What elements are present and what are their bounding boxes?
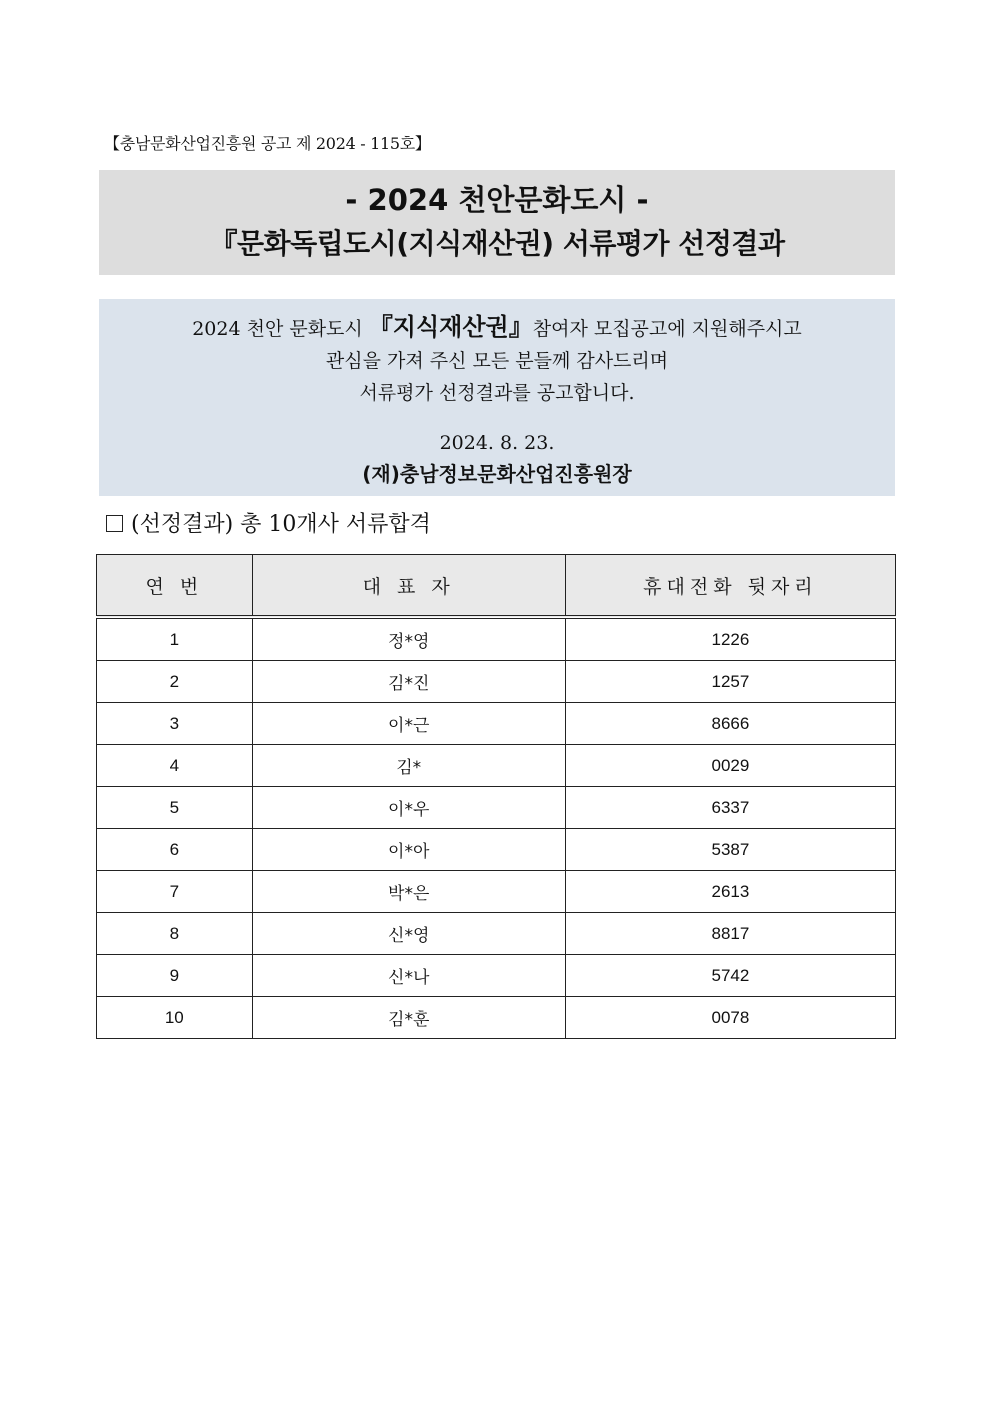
- page-title-line2: 『문화독립도시(지식재산권) 서류평가 선정결과: [209, 227, 785, 260]
- program-name: 『지식재산권』: [368, 313, 533, 341]
- table-row: [97, 745, 896, 787]
- page-title-line1: - 2024 천안문화도시 -: [345, 183, 649, 217]
- issuing-organization: (재)충남정보문화산업진흥원장: [362, 462, 632, 486]
- representative-name: 박*은: [252, 871, 565, 913]
- title-banner: [99, 170, 895, 275]
- representative-name: 이*근: [252, 703, 565, 745]
- row-number: 3: [97, 703, 253, 745]
- phone-last-digits: 1257: [565, 661, 895, 703]
- representative-name: 신*나: [252, 955, 565, 997]
- announcement-date: 2024. 8. 23.: [439, 432, 555, 454]
- announcement-line1-suffix: 참여자 모집공고에 지원해주시고: [532, 318, 802, 340]
- representative-name: 신*영: [252, 913, 565, 955]
- header-number: 연 번: [97, 555, 253, 618]
- row-number: 1: [97, 617, 253, 661]
- checkbox-square-icon: [106, 515, 123, 532]
- table-row: [97, 871, 896, 913]
- phone-last-digits: 5742: [565, 955, 895, 997]
- phone-last-digits: 8666: [565, 703, 895, 745]
- announcement-line1: [99, 311, 895, 345]
- row-number: 9: [97, 955, 253, 997]
- representative-name: 정*영: [252, 617, 565, 661]
- header-representative: 대 표 자: [252, 555, 565, 618]
- representative-name: 김*훈: [252, 997, 565, 1039]
- row-number: 4: [97, 745, 253, 787]
- announcement-box: [99, 299, 895, 496]
- row-number: 2: [97, 661, 253, 703]
- representative-name: 이*우: [252, 787, 565, 829]
- phone-last-digits: 5387: [565, 829, 895, 871]
- phone-last-digits: 8817: [565, 913, 895, 955]
- row-number: 7: [97, 871, 253, 913]
- phone-last-digits: 0029: [565, 745, 895, 787]
- table-header-row: [97, 555, 896, 618]
- phone-last-digits: 1226: [565, 617, 895, 661]
- phone-last-digits: 2613: [565, 871, 895, 913]
- announcement-line1-prefix: 2024 천안 문화도시: [192, 318, 369, 340]
- representative-name: 김*진: [252, 661, 565, 703]
- results-table: [96, 554, 896, 1039]
- table-row: [97, 829, 896, 871]
- row-number: 10: [97, 997, 253, 1039]
- table-row: [97, 997, 896, 1039]
- table-row: [97, 617, 896, 661]
- table-row: [97, 703, 896, 745]
- table-row: [97, 787, 896, 829]
- table-row: [97, 955, 896, 997]
- table-row: [97, 913, 896, 955]
- phone-last-digits: 0078: [565, 997, 895, 1039]
- section-heading: [106, 507, 431, 538]
- phone-last-digits: 6337: [565, 787, 895, 829]
- section-title: (선정결과) 총 10개사 서류합격: [131, 512, 431, 537]
- announcement-line2: 관심을 가져 주신 모든 분들께 감사드리며: [325, 350, 669, 372]
- announcement-line3: 서류평가 선정결과를 공고합니다.: [359, 382, 635, 404]
- table-row: [97, 661, 896, 703]
- representative-name: 이*아: [252, 829, 565, 871]
- row-number: 8: [97, 913, 253, 955]
- row-number: 5: [97, 787, 253, 829]
- header-phone-digits: 휴대전화 뒷자리: [565, 555, 895, 618]
- representative-name: 김*: [252, 745, 565, 787]
- row-number: 6: [97, 829, 253, 871]
- notice-number: 【충남문화산업진흥원 공고 제 2024 - 115호】: [104, 134, 431, 153]
